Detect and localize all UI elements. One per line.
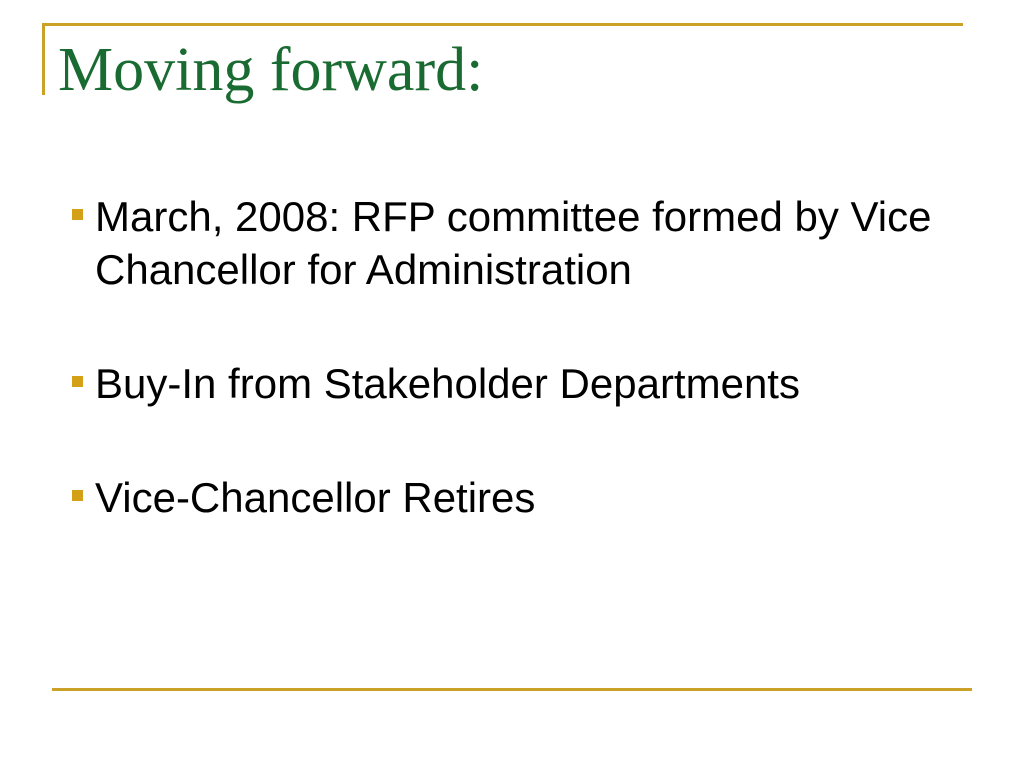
square-bullet-icon: [72, 490, 83, 501]
square-bullet-icon: [72, 376, 83, 387]
square-bullet-icon: [72, 209, 83, 220]
bullet-item: [70, 357, 970, 410]
bullet-item: [70, 471, 970, 524]
bullet-item: [70, 190, 970, 296]
slide-title: Moving forward:: [58, 36, 484, 104]
left-accent-rule: [42, 23, 45, 95]
bullet-list: [70, 190, 970, 524]
top-accent-rule: [42, 23, 963, 26]
bottom-accent-rule: [52, 688, 972, 691]
bullet-text: Buy-In from Stakeholder Departments: [95, 360, 800, 407]
bullet-text: March, 2008: RFP committee formed by Vice Chancellor for Administration: [95, 193, 932, 293]
bullet-text: Vice-Chancellor Retires: [95, 474, 536, 521]
